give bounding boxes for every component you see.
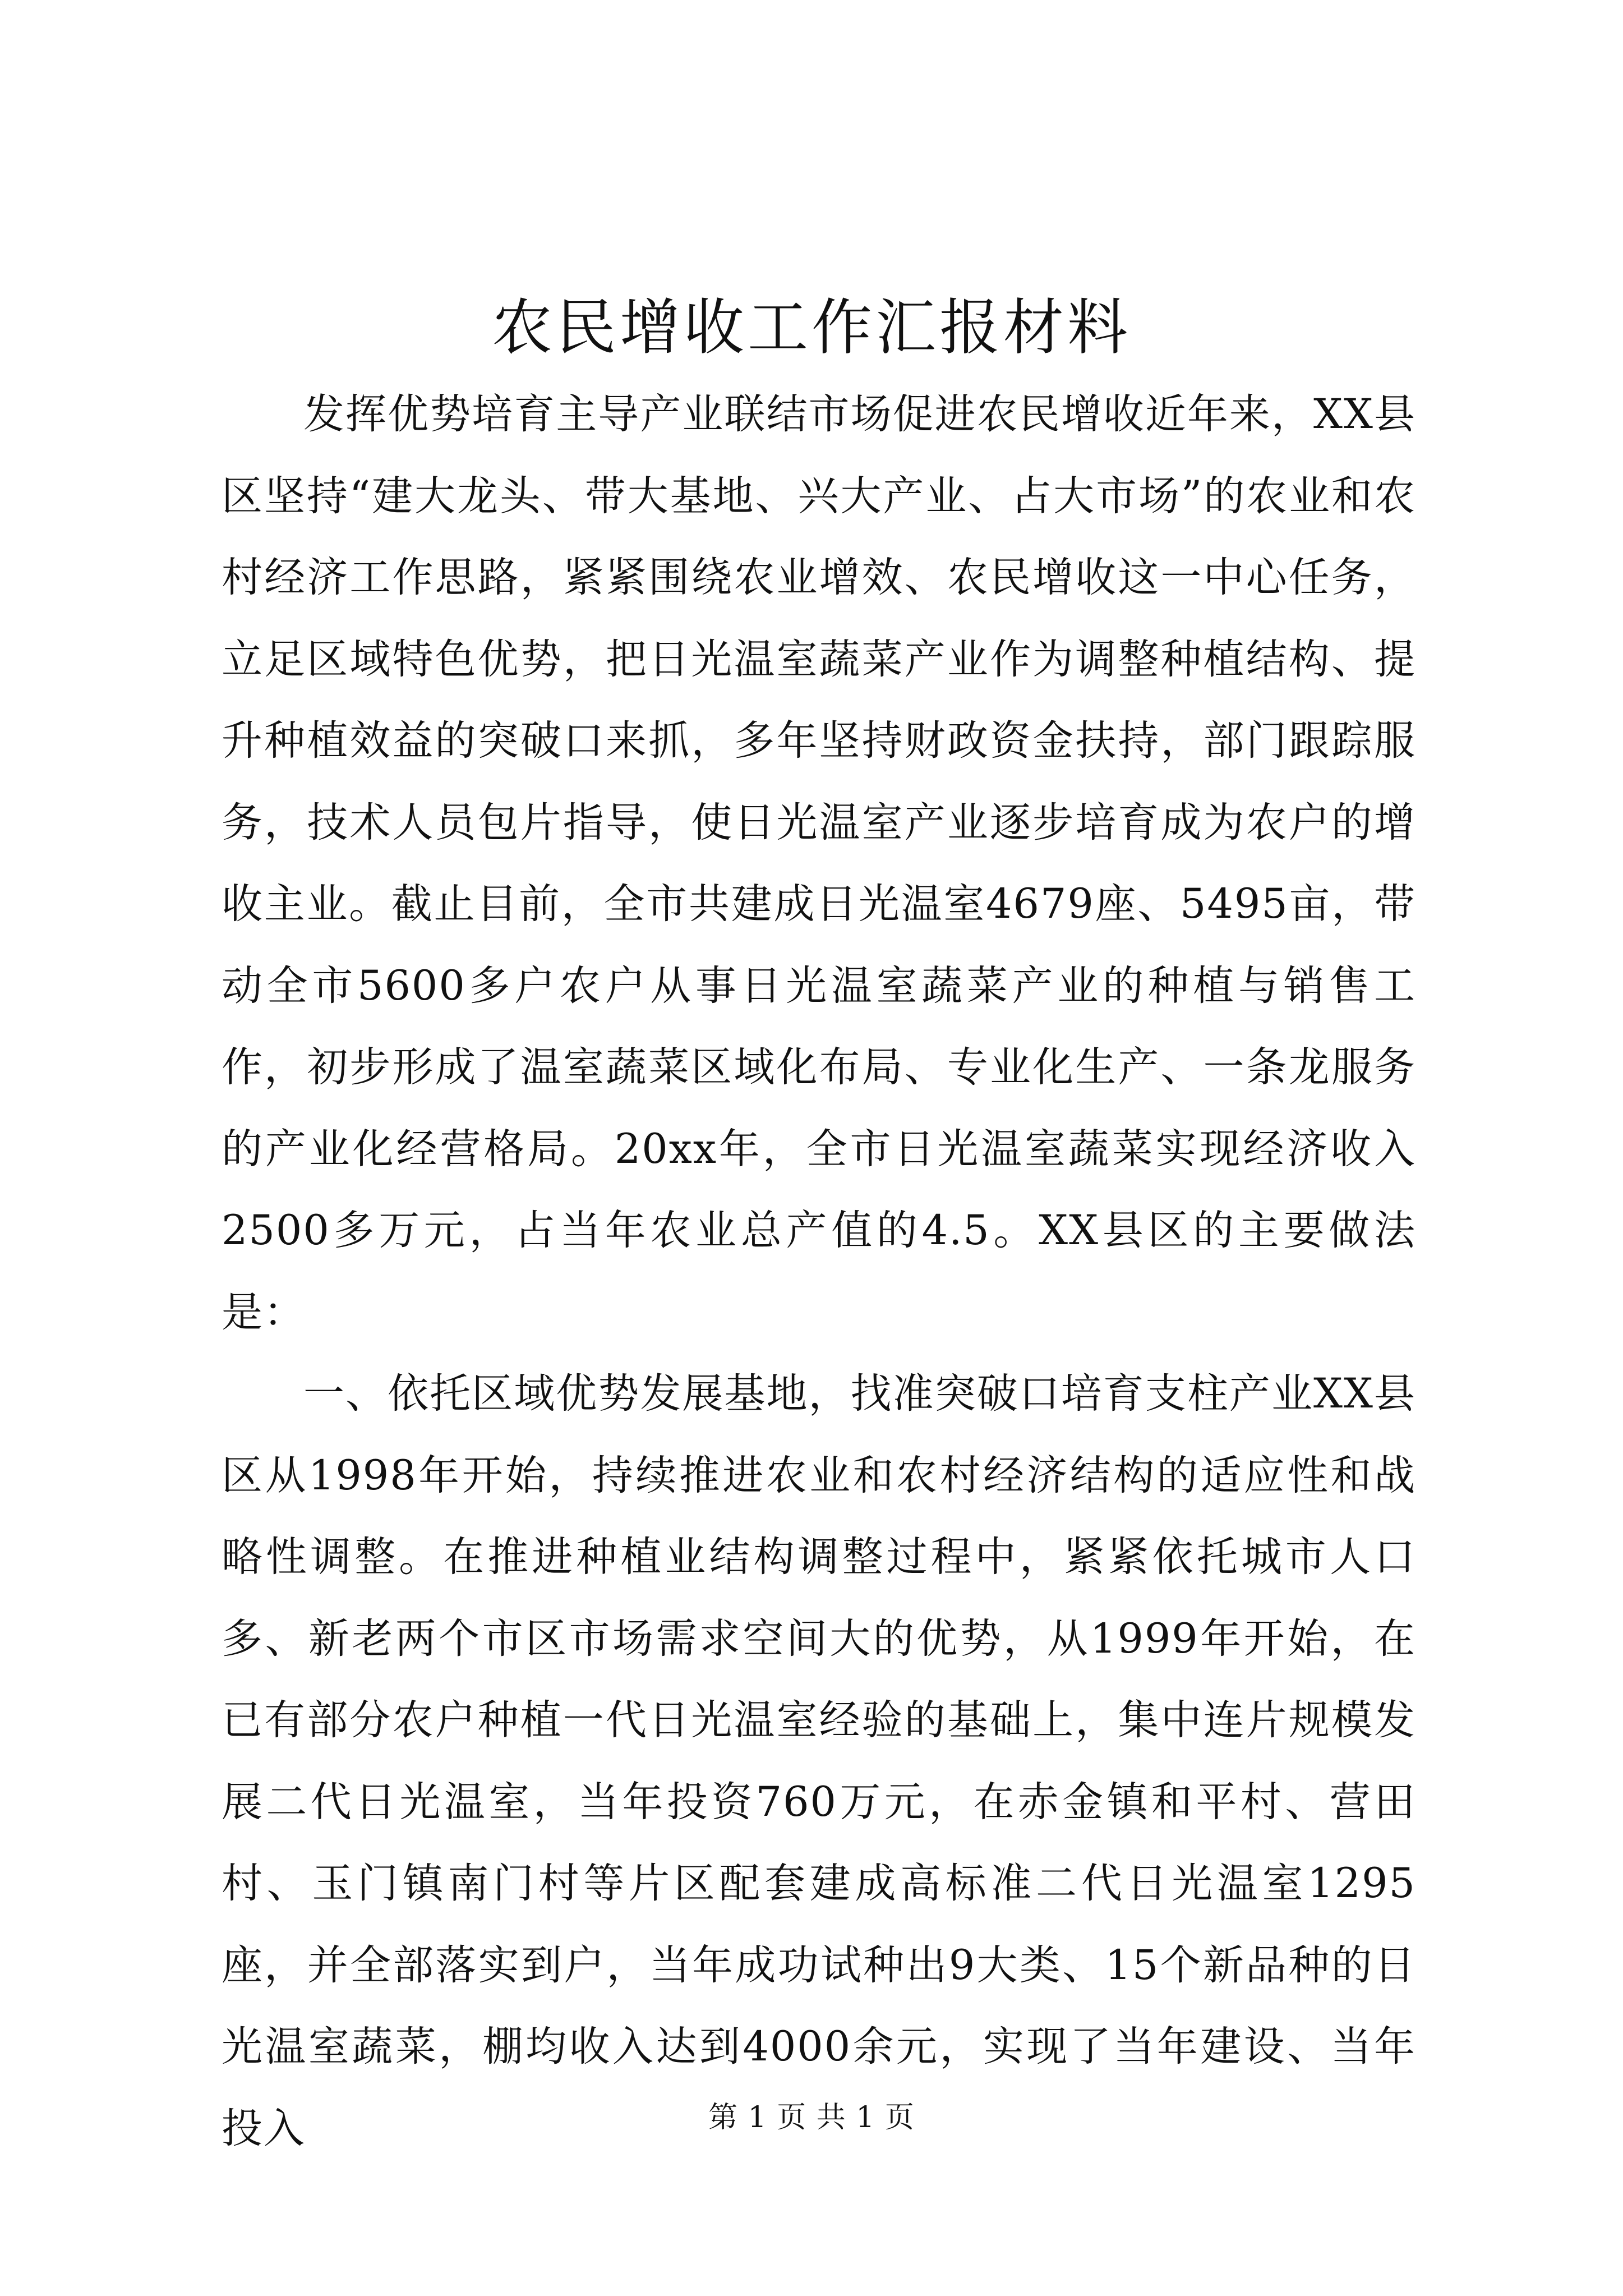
document-body bbox=[222, 374, 1416, 2169]
paragraph-intro: 发挥优势培育主导产业联结市场促进农民增收近年来，XX县区坚持“建大龙头、带大基地、兴大产业、占大市场”的农业和农村经济工作思路，紧紧围绕农业增效、农民增收这一中心任务，立足区域特色优势，把日光温室蔬菜产业作为调整种植结构、提升种植效益的突破口来抓，多年坚持财政资金扶持，部门跟踪服务，技术人员包片指导，使日光温室产业逐步培育成为农户的增收主业。截止目前，全市共建成日光温室4679座、5495亩，带动全市5600多户农户从事日光温室蔬菜产业的种植与销售工作，初步形成了温室蔬菜区域化布局、专业化生产、一条龙服务的产业化经营格局。20xx年，全市日光温室蔬菜实现经济收入2500多万元，占当年农业总产值的4.5。XX县区的主要做法是： bbox=[222, 390, 1416, 1336]
page-footer: 第 1 页 共 1 页 bbox=[708, 2101, 915, 2134]
paragraph-section-one: 一、依托区域优势发展基地，找准突破口培育支柱产业XX县区从1998年开始，持续推进农业和农村经济结构的适应性和战略性调整。在推进种植业结构调整过程中，紧紧依托城市人口多、新老两个市区市场需求空间大的优势，从1999年开始，在已有部分农户种植一代日光温室经验的基础上，集中连片规模发展二代日光温室，当年投资760万元，在赤金镇和平村、营田村、玉门镇南门村等片区配套建成高标准二代日光温室1295座，并全部落实到户，当年成功试种出9大类、15个新品种的日光温室蔬菜，棚均收入达到4000余元，实现了当年建设、当年投入 bbox=[222, 1370, 1416, 2152]
document-title: 农民增收工作汇报材料 bbox=[491, 293, 1131, 363]
